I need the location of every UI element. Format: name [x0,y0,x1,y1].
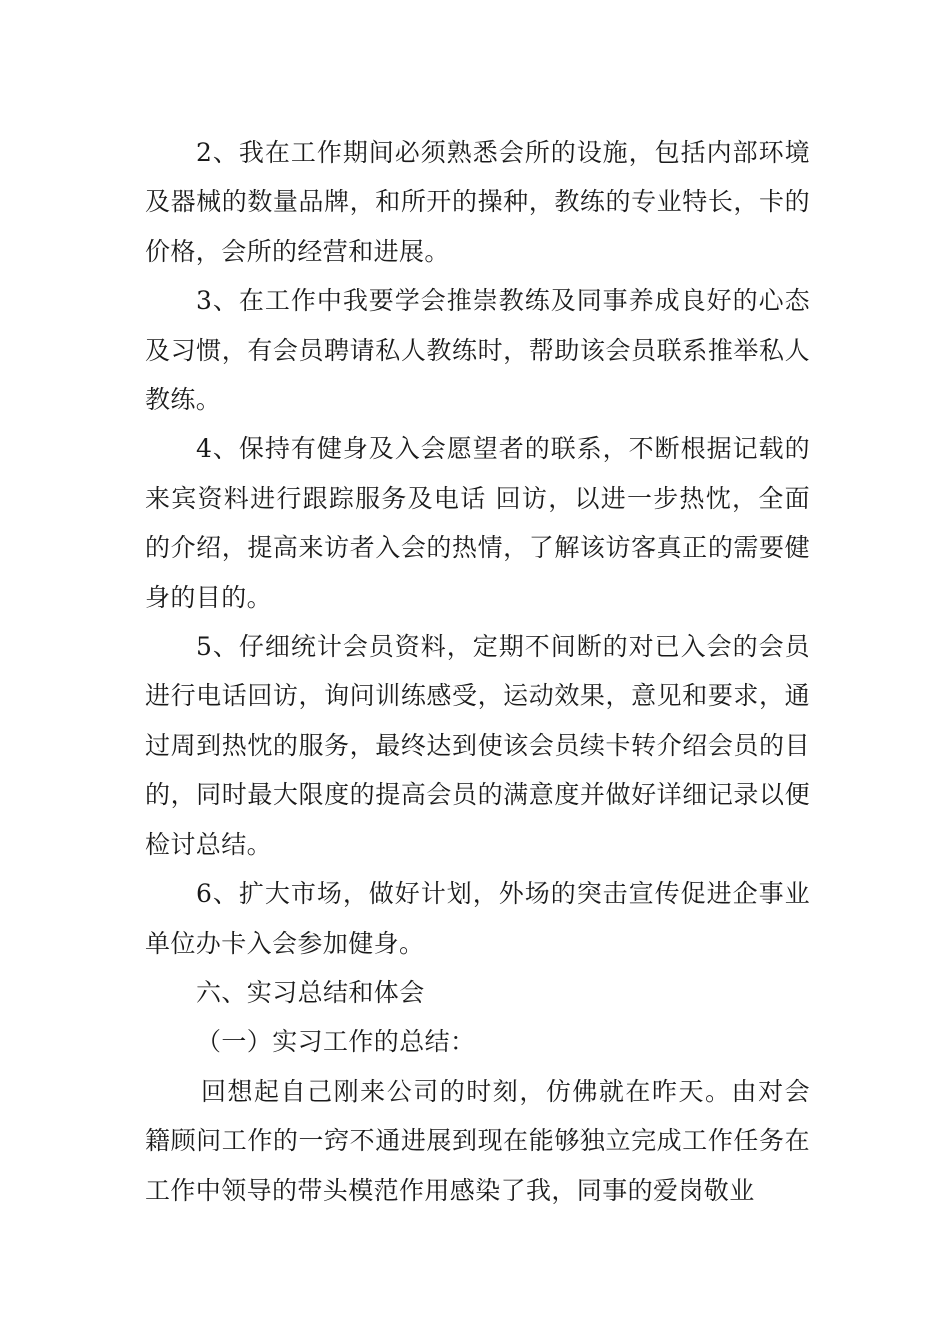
paragraph-item-2: 2、我在工作期间必须熟悉会所的设施，包括内部环境及器械的数量品牌，和所开的操种，教练的专业特长，卡的价格，会所的经营和进展。 [145,138,810,266]
paragraph-item-6: 6、扩大市场，做好计划，外场的突击宣传促进企事业单位办卡入会参加健身。 [145,879,810,958]
paragraph-item-5: 5、仔细统计会员资料，定期不间断的对已入会的会员进行电话回访，询问训练感受，运动效果，意见和要求，通过周到热忱的服务，最终达到使该会员续卡转介绍会员的目的，同时最大限度的提高会员的满意度并做好详细记录以便检讨总结。 [145,632,810,859]
closing-paragraph: 回想起自己刚来公司的时刻，仿佛就在昨天。由对会籍顾问工作的一窍不通进展到现在能够独立完成工作任务在工作中领导的带头模范作用感染了我，同事的爱岗敬业 [145,1076,810,1205]
paragraph-item-3: 3、在工作中我要学会推崇教练及同事养成良好的心态及习惯，有会员聘请私人教练时，帮助该会员联系推举私人教练。 [145,286,810,415]
section-heading: 六、实习总结和体会 [196,977,425,1007]
document-page [145,128,810,1215]
subsection-heading: （一）实习工作的总结： [196,1027,476,1057]
paragraph-item-4: 4、保持有健身及入会愿望者的联系，不断根据记载的来宾资料进行跟踪服务及电话 回访，以进一步热忱，全面的介绍，提高来访者入会的热情，了解该访客真正的需要健身的目的。 [145,434,810,612]
